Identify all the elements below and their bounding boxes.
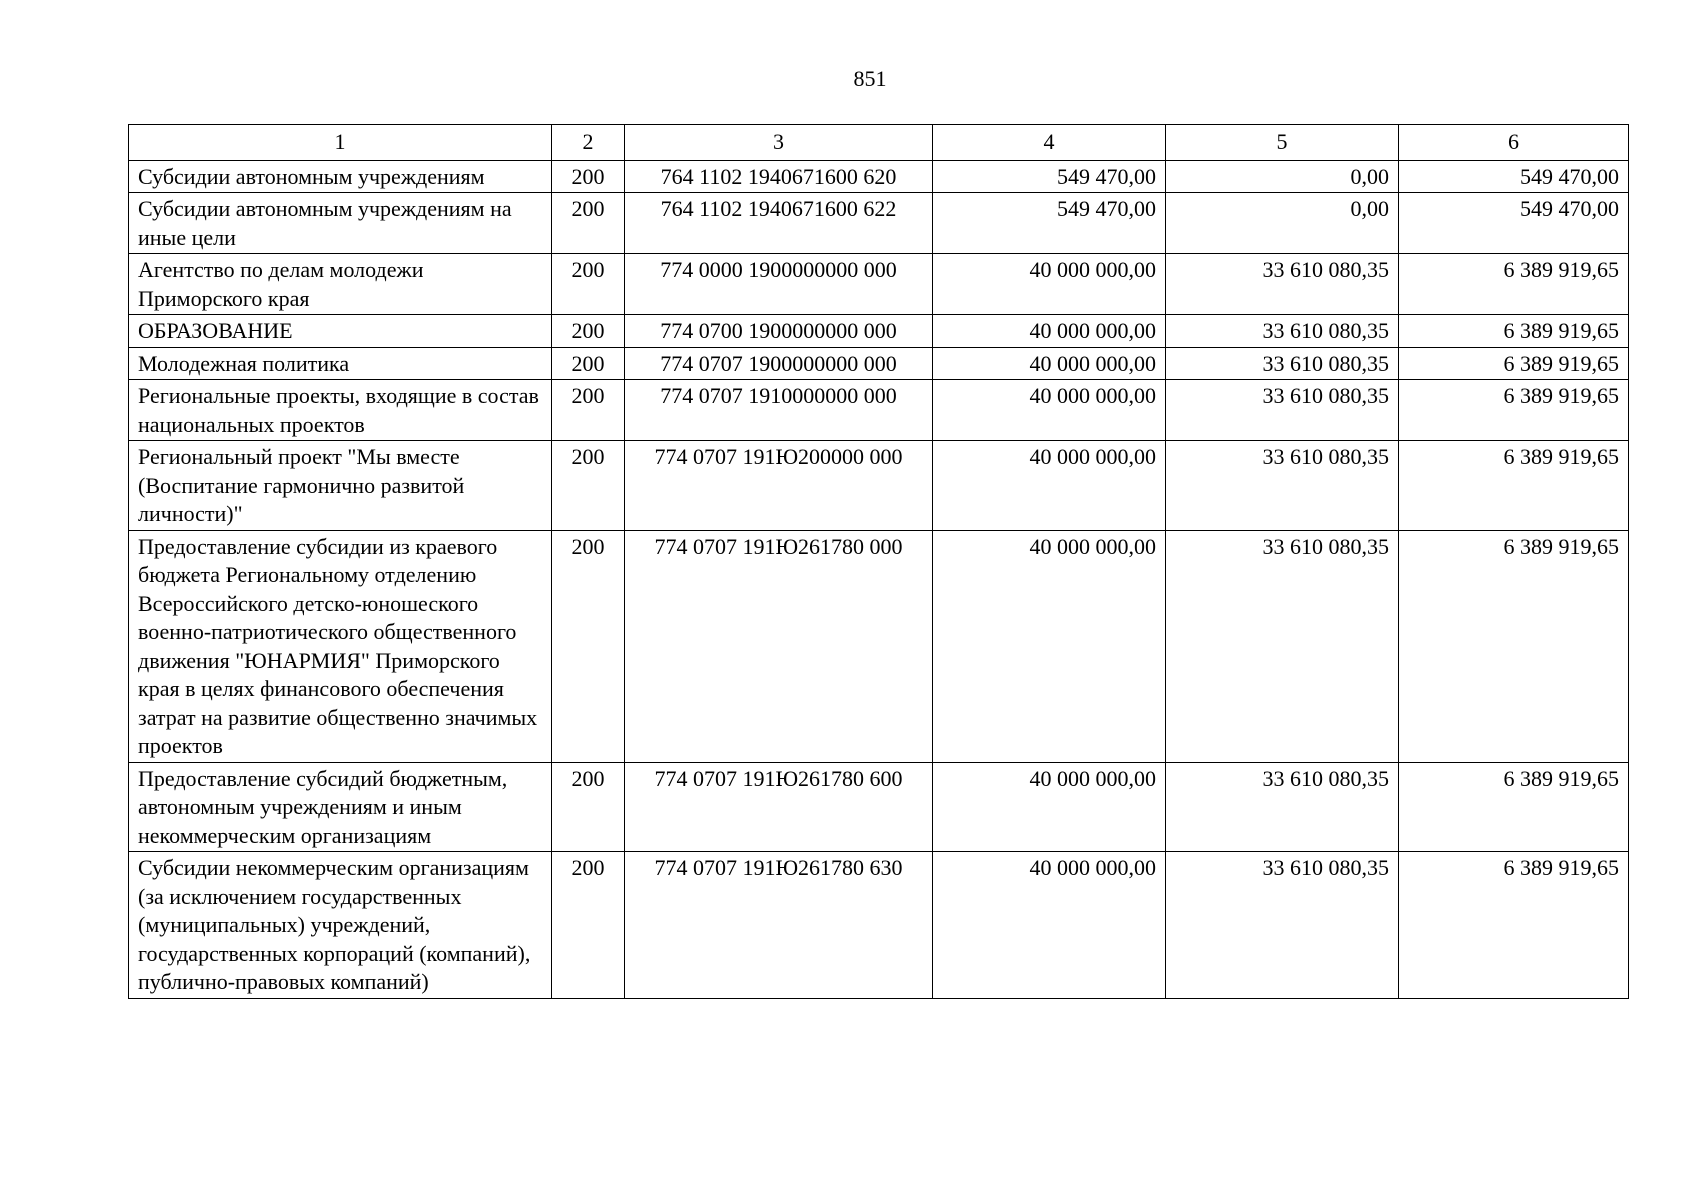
row-code-cell: 200 (552, 762, 625, 852)
row-classifier-cell: 764 1102 1940671600 622 (625, 193, 933, 254)
row-classifier-cell: 774 0707 191Ю261780 600 (625, 762, 933, 852)
row-col4-value: 549 470,00 (933, 193, 1166, 254)
row-col4-value: 40 000 000,00 (933, 254, 1166, 315)
row-code-cell: 200 (552, 852, 625, 999)
row-name-cell: Региональные проекты, входящие в состав национальных проектов (129, 380, 552, 441)
table-row (129, 347, 1629, 380)
row-code-cell: 200 (552, 315, 625, 348)
row-classifier-cell: 774 0000 1900000000 000 (625, 254, 933, 315)
column-header-4: 4 (933, 125, 1166, 161)
row-classifier-cell: 774 0707 191Ю261780 000 (625, 530, 933, 762)
row-col6-value: 549 470,00 (1399, 193, 1629, 254)
row-code-cell: 200 (552, 441, 625, 531)
table-row (129, 852, 1629, 999)
table-row (129, 315, 1629, 348)
row-col4-value: 40 000 000,00 (933, 762, 1166, 852)
row-col5-value: 33 610 080,35 (1166, 441, 1399, 531)
column-header-3: 3 (625, 125, 933, 161)
table-row (129, 254, 1629, 315)
row-col6-value: 6 389 919,65 (1399, 762, 1629, 852)
row-col6-value: 6 389 919,65 (1399, 380, 1629, 441)
row-col6-value: 6 389 919,65 (1399, 254, 1629, 315)
row-classifier-cell: 764 1102 1940671600 620 (625, 160, 933, 193)
row-name-cell: Предоставление субсидии из краевого бюджета Региональному отделению Всероссийского детско-юношеского военно-патриотического общественного движения "ЮНАРМИЯ" Приморского края в целях финансового обеспечения затрат на развитие общественно значимых проектов (129, 530, 552, 762)
row-col4-value: 40 000 000,00 (933, 441, 1166, 531)
row-col5-value: 33 610 080,35 (1166, 762, 1399, 852)
row-col5-value: 33 610 080,35 (1166, 254, 1399, 315)
table-row (129, 380, 1629, 441)
column-header-5: 5 (1166, 125, 1399, 161)
row-name-cell: Субсидии автономным учреждениям (129, 160, 552, 193)
column-header-1: 1 (129, 125, 552, 161)
row-col6-value: 549 470,00 (1399, 160, 1629, 193)
row-classifier-cell: 774 0707 191Ю261780 630 (625, 852, 933, 999)
row-code-cell: 200 (552, 254, 625, 315)
column-header-6: 6 (1399, 125, 1629, 161)
row-code-cell: 200 (552, 193, 625, 254)
row-code-cell: 200 (552, 160, 625, 193)
row-col6-value: 6 389 919,65 (1399, 441, 1629, 531)
row-col5-value: 33 610 080,35 (1166, 347, 1399, 380)
table-body (129, 160, 1629, 998)
table-row (129, 441, 1629, 531)
page-number: 851 (853, 66, 887, 91)
row-classifier-cell: 774 0707 1900000000 000 (625, 347, 933, 380)
row-col4-value: 549 470,00 (933, 160, 1166, 193)
row-name-cell: Агентство по делам молодежи Приморского края (129, 254, 552, 315)
table-row (129, 762, 1629, 852)
row-col6-value: 6 389 919,65 (1399, 347, 1629, 380)
table-header-row (129, 125, 1629, 161)
row-name-cell: Региональный проект "Мы вместе (Воспитание гармонично развитой личности)" (129, 441, 552, 531)
row-code-cell: 200 (552, 530, 625, 762)
row-classifier-cell: 774 0707 191Ю200000 000 (625, 441, 933, 531)
row-col5-value: 33 610 080,35 (1166, 380, 1399, 441)
table-row (129, 530, 1629, 762)
table-row (129, 193, 1629, 254)
row-name-cell: Предоставление субсидий бюджетным, автономным учреждениям и иным некоммерческим организациям (129, 762, 552, 852)
row-name-cell: ОБРАЗОВАНИЕ (129, 315, 552, 348)
row-col6-value: 6 389 919,65 (1399, 530, 1629, 762)
budget-table (128, 124, 1629, 999)
row-col4-value: 40 000 000,00 (933, 380, 1166, 441)
row-col5-value: 33 610 080,35 (1166, 852, 1399, 999)
row-col6-value: 6 389 919,65 (1399, 315, 1629, 348)
row-classifier-cell: 774 0707 1910000000 000 (625, 380, 933, 441)
row-col5-value: 0,00 (1166, 160, 1399, 193)
column-header-2: 2 (552, 125, 625, 161)
row-col5-value: 0,00 (1166, 193, 1399, 254)
row-code-cell: 200 (552, 380, 625, 441)
row-col4-value: 40 000 000,00 (933, 530, 1166, 762)
table-row (129, 160, 1629, 193)
row-col5-value: 33 610 080,35 (1166, 315, 1399, 348)
row-col6-value: 6 389 919,65 (1399, 852, 1629, 999)
row-code-cell: 200 (552, 347, 625, 380)
row-classifier-cell: 774 0700 1900000000 000 (625, 315, 933, 348)
row-col5-value: 33 610 080,35 (1166, 530, 1399, 762)
row-name-cell: Субсидии некоммерческим организациям (за исключением государственных (муниципальных) учреждений, государственных корпораций (компаний), публично-правовых компаний) (129, 852, 552, 999)
row-name-cell: Субсидии автономным учреждениям на иные цели (129, 193, 552, 254)
row-col4-value: 40 000 000,00 (933, 315, 1166, 348)
row-col4-value: 40 000 000,00 (933, 347, 1166, 380)
row-name-cell: Молодежная политика (129, 347, 552, 380)
row-col4-value: 40 000 000,00 (933, 852, 1166, 999)
